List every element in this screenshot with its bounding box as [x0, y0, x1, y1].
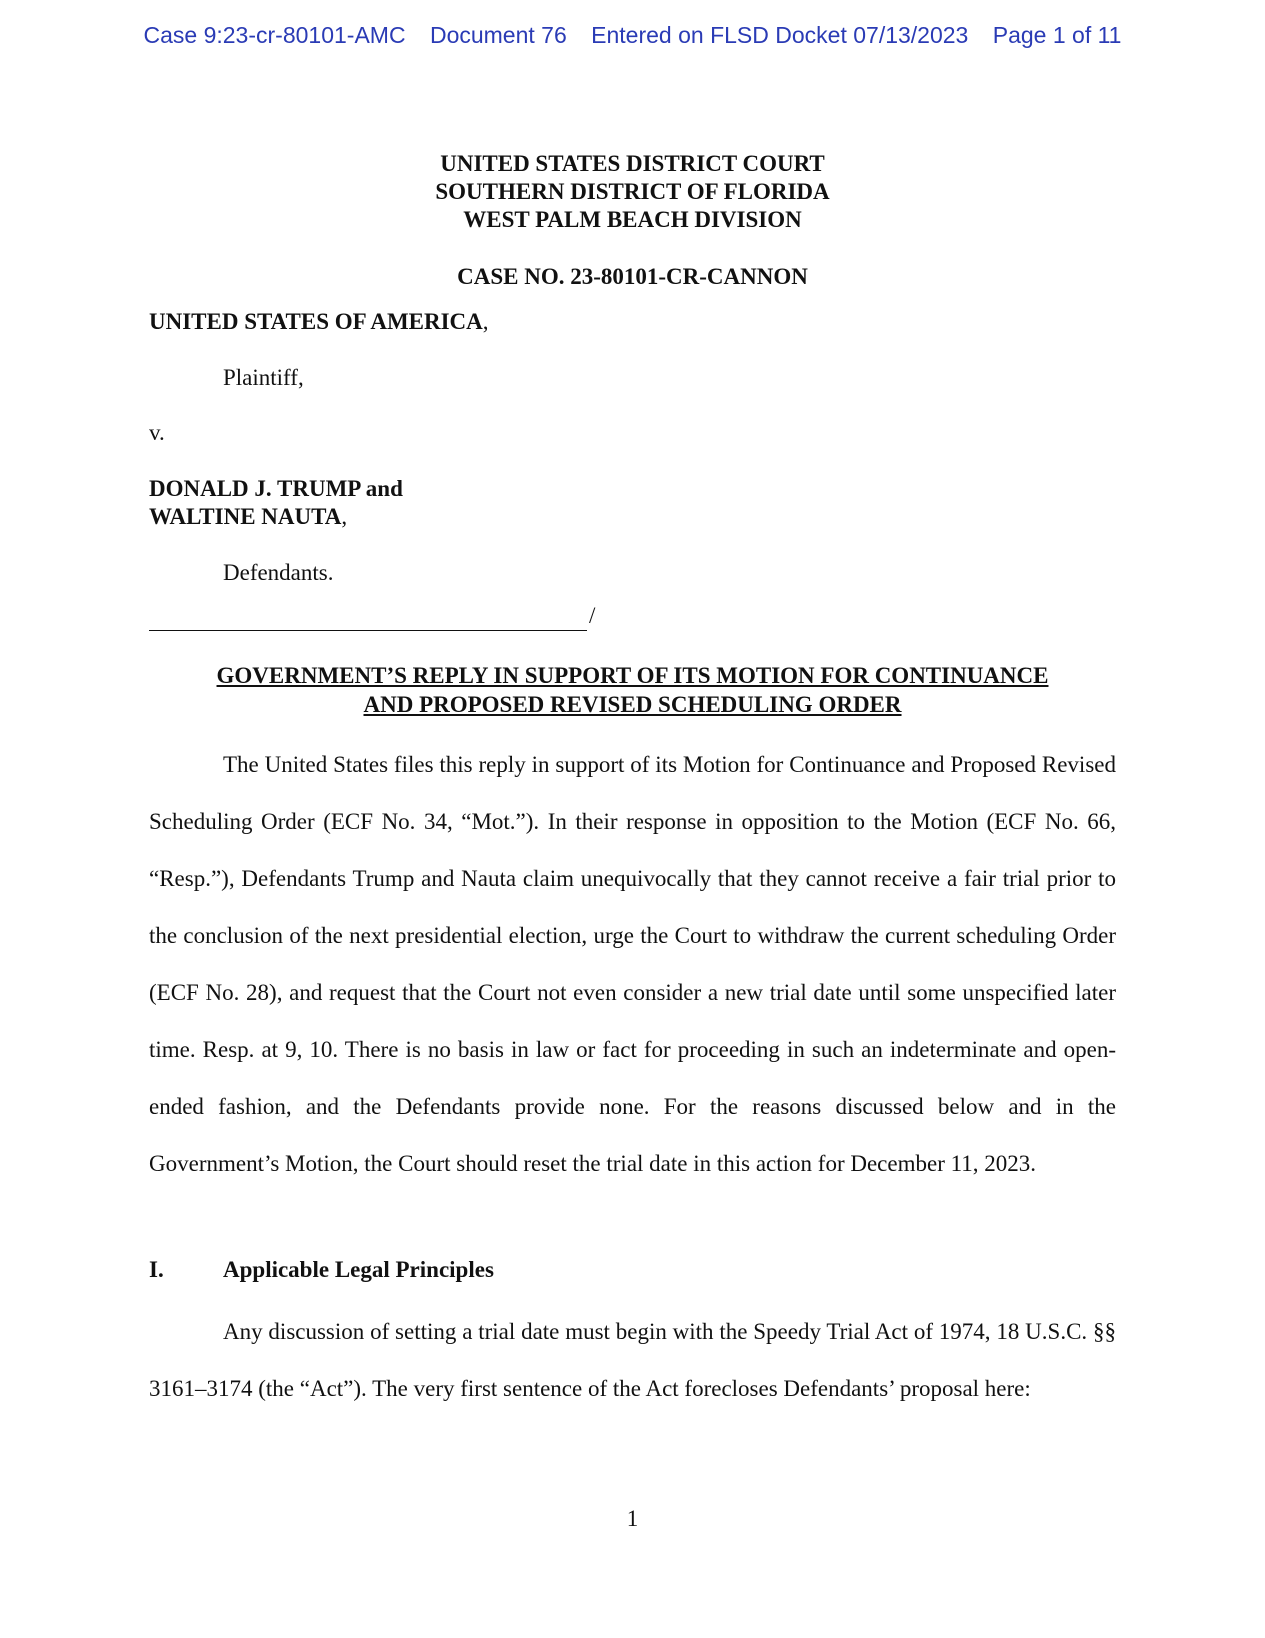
section-title: Applicable Legal Principles — [223, 1257, 494, 1282]
section-heading — [149, 1257, 494, 1283]
docket-case-number: Case 9:23-cr-80101-AMC — [143, 22, 406, 48]
caption-rule — [149, 630, 587, 631]
defendant-comma: , — [341, 504, 348, 529]
court-district: SOUTHERN DISTRICT OF FLORIDA — [435, 179, 830, 204]
section-number: I. — [149, 1257, 164, 1282]
defendant-line-1: DONALD J. TRUMP and — [149, 476, 403, 501]
docket-page-count: Page 1 of 11 — [992, 22, 1122, 48]
plaintiff-name — [149, 309, 489, 335]
body-paragraph-2: Any discussion of setting a trial date must begin with the Speedy Trial Act of 1974, 18 U.S.C. §§ 3161–3174 (the “Act”). The very first sentence of the Act forecloses Defendants’ proposal here: — [149, 1319, 1116, 1401]
versus: v. — [149, 420, 165, 445]
defendant-line-2 — [149, 504, 347, 530]
court-name-block — [0, 150, 1265, 234]
document-title-line-1: GOVERNMENT’S REPLY IN SUPPORT OF ITS MOTION FOR CONTINUANCE — [216, 663, 1049, 688]
docket-entered-date: Entered on FLSD Docket 07/13/2023 — [591, 22, 969, 48]
page-number: 1 — [626, 1506, 639, 1531]
body-paragraph-1: The United States files this reply in support of its Motion for Continuance and Proposed Revised Scheduling Order (ECF No. 34, “Mot.”). In their response in opposition to the Motion (ECF No. 66, “Resp.”), Defendants Trump and Nauta claim unequivocally that they cannot receive a fair trial prior to the conclusion of the next presidential election, urge the Court to withdraw the current scheduling Order (ECF No. 28), and request that the Court not even consider a new trial date until some unspecified later time. Resp. at 9, 10. There is no basis in law or fact for proceeding in such an indeterminate and open-ended fashion, and the Defendants provide none. For the reasons discussed below and in the Government’s Motion, the Court should reset the trial date in this action for December 11, 2023. — [149, 752, 1116, 1176]
court-name: UNITED STATES DISTRICT COURT — [440, 151, 825, 176]
document-title — [0, 661, 1265, 719]
docket-document-number: Document 76 — [429, 22, 567, 48]
case-number: CASE NO. 23-80101-CR-CANNON — [457, 264, 808, 289]
document-title-line-2: AND PROPOSED REVISED SCHEDULING ORDER — [363, 692, 902, 717]
defendant-line-2-name: WALTINE NAUTA — [149, 504, 342, 529]
plaintiff-role: Plaintiff, — [223, 365, 304, 390]
caption-slash: / — [589, 603, 596, 628]
defendant-role: Defendants. — [223, 560, 334, 585]
docket-header — [0, 22, 1265, 49]
plaintiff-comma: , — [482, 309, 489, 334]
court-division: WEST PALM BEACH DIVISION — [463, 207, 802, 232]
plaintiff-name-text: UNITED STATES OF AMERICA — [149, 309, 483, 334]
